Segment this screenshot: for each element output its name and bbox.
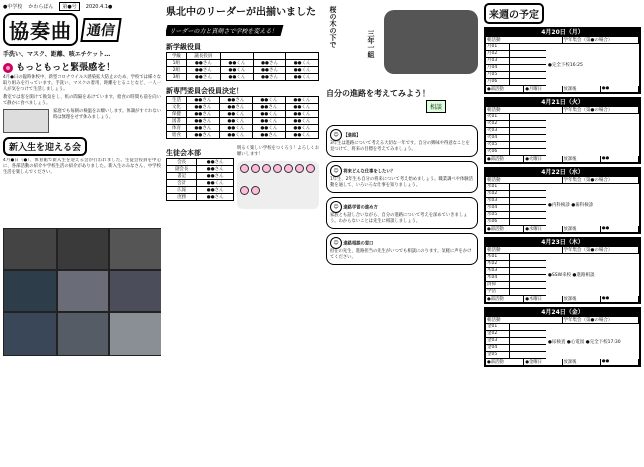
class-name-vertical: 三年一組 [367,30,375,58]
period-label: 火05 [486,142,510,148]
footer-cell: ●部活動 [486,296,524,302]
table-row: 体育 ●●さん ●●くん ●●くん ●●くん [167,125,319,132]
student-face-icon [306,164,315,173]
period-label: 学活 [486,289,510,295]
column-4 [484,0,641,467]
footer-cell: ●● [601,156,639,162]
career-card-2: ☺ 将来どんな仕事をしたい？ 1年生、2年生も自分の将来について考え始めましょう。職業調べや体験活動を通して、いろいろな仕事を知りましょう。 [326,161,478,193]
committee-table [166,96,319,139]
table-row: 保健 ●●さん ●●くん ●●くん ●●くん [167,111,319,118]
period-row [486,58,546,65]
footer-cell: ●木曜日 [524,296,562,302]
face-icon: ☺ [330,201,342,213]
newsletter-subtitle: 通信 [80,18,121,42]
classroom-illustration [3,109,49,133]
student-face-icon [273,164,282,173]
virus-icon [3,63,13,73]
schedule-day-meta [486,177,639,184]
council-note: 明るく楽しい学校をつくろう！よろしくお願いします！ [237,146,319,157]
meta-cell: 朝活動 [486,177,563,183]
meta-cell: 朝活動 [486,317,563,323]
period-row [486,212,546,219]
article-headline: もっともっと緊張感を！ [3,60,161,73]
column-2 [166,0,319,467]
period-label: 金05 [486,352,510,358]
table-row: 書記 ●●さん [167,173,234,180]
issue-number: 第●号 [59,2,79,11]
meta-cell: 学年集会（第●の場合） [563,177,640,183]
table-row: 2組 ●●さん ●●くん ●●さん ●●くん [167,67,319,74]
student-face-icon [240,164,249,173]
period-label: 水01 [486,184,510,190]
period-label: 金02 [486,331,510,337]
period-label: 月01 [486,44,510,50]
period-label: 水04 [486,205,510,211]
meta-cell: 学年集会（第●の場合） [563,317,640,323]
meta-cell: 朝活動 [486,247,563,253]
leaders-ribbon: リーダーの力と真剣さで学校を変える！ [166,25,283,36]
period-label: 月03 [486,58,510,64]
section-title-welcome: 新入生を迎える会 [3,137,87,156]
issue-header [3,2,161,11]
table-row: 図書 ●●さん ●●くん ●●くん ●●くん [167,118,319,125]
period-label: 火01 [486,114,510,120]
photo-screen [109,312,161,356]
day-note: ●SSW来校 ●進路相談 [548,273,595,278]
period-label: 水06 [486,219,510,225]
photo-caption-vertical: 桜の木の下で [329,6,337,48]
student-face-icon [284,164,293,173]
column-1 [3,0,161,467]
period-label: 木03 [486,268,510,274]
council-table [166,158,234,201]
schedule-day-footer [486,296,639,302]
period-row [486,338,546,345]
period-label: 水05 [486,212,510,218]
footer-cell: ●● [601,359,639,365]
face-icon: ☺ [330,237,342,249]
meta-cell: 朝活動 [486,37,563,43]
period-label: 月05 [486,72,510,78]
period-label: 火04 [486,135,510,141]
column-3 [326,0,478,467]
career-card-4: ☺ 進路相談の窓口 担任の先生、進路担当の先生がいつでも相談にのります。気軽に声をかけてください。 [326,233,478,265]
period-row [486,205,546,212]
period-row [486,268,546,275]
period-label: 火06 [486,149,510,155]
period-label: 月04 [486,65,510,71]
footer-cell: ●火曜日 [524,156,562,162]
period-row [486,184,546,191]
photo-stage [3,228,57,270]
period-label: 火02 [486,121,510,127]
footer-cell: ●● [601,296,639,302]
council-row [166,144,319,209]
table-row: 広報 ●●さん [167,187,234,194]
footer-cell: ●水曜日 [524,226,562,232]
meta-cell: 学年集会（第●の場合） [563,37,640,43]
period-row [486,128,546,135]
period-row [486,135,546,142]
council-group-illustration [237,161,319,209]
footer-cell: ●部活動 [486,359,524,365]
table-row: 文化 ●●さん ●●さん ●●さん ●●くん [167,104,319,111]
committee-title: 新専門委員会役員決定！ [166,87,243,95]
schedule-day-date: 4月24日（金） [486,309,639,317]
table-row: 生活 ●●さん ●●さん ●●くん ●●くん [167,97,319,104]
period-label: 清掃 [486,282,510,288]
photo-performance [3,270,57,312]
student-face-icon [251,164,260,173]
face-icon: ☺ [330,165,342,177]
meta-cell: 学年集会（第●の場合） [563,247,640,253]
table-header: 学級 [167,53,187,60]
career-card-1: ☺ 【進路】 3年生は進路について考える大切な一年です。自分の興味や得意なことを見つけて、将来の目標を考えてみましょう。 [326,125,478,157]
class-photo-block [326,0,478,82]
period-row [486,254,546,261]
masthead [3,13,161,46]
class-officers-table [166,52,319,81]
period-label: 木01 [486,254,510,260]
period-row [486,114,546,121]
day-note: ●完全下校16:25 [548,63,583,68]
table-row: 3組 ●●さん ●●くん ●●さん ●●くん [167,74,319,81]
period-list [486,114,546,156]
footer-cell: ●金曜日 [524,359,562,365]
footer-cell: ●● [601,86,639,92]
student-face-icon [251,186,260,195]
photo-hall [57,312,109,356]
period-row [486,51,546,58]
meta-cell: 学年集会（第●の場合） [563,107,640,113]
class-officers-title: 新学級役員 [166,43,201,51]
newsletter-title: 協奏曲 [3,13,78,46]
period-label: 金04 [486,345,510,351]
career-card-3: ☺ 進路学習の進め方 家族とも話し合いながら、自分の進路について考えを深めていきましょう。わからないことは先生に相談しましょう。 [326,197,478,229]
table-row: 会長 ●●さん [167,159,234,166]
schedule-title: 来週の予定 [484,3,544,24]
hygiene-banner: 手洗い、マスク、距離、咳エチケット… [3,51,111,58]
schedule-day [484,167,641,234]
photo-students [3,312,57,356]
schedule-day-footer [486,359,639,365]
schedule-day-footer [486,156,639,162]
period-label: 木04 [486,275,510,281]
leaders-header: 県北中のリーダーが出揃いました [166,7,316,18]
article-paragraph-1: 4月●日の臨時休校中、新型コロナウイルス感染拡大防止のため、学校では様々な取り組みを行っています。手洗い、マスクの着用、距離をとることなど、一人一人が気をつけて生活しましょう。 [3,75,161,92]
period-row [486,282,546,289]
footer-cell: 放課後 [563,359,601,365]
period-row [486,149,546,156]
period-label: 水03 [486,198,510,204]
schedule-day-meta [486,247,639,254]
table-row: 1組 ●●さん ●●くん ●●さん ●●くん [167,60,319,67]
period-row [486,261,546,268]
period-row [486,352,546,359]
period-list [486,184,546,226]
pen-name: かわらばん [28,4,54,10]
period-row [486,324,546,331]
period-list [486,254,546,296]
schedule-day [484,97,641,164]
table-row: 副会長 ●●さん [167,166,234,173]
footer-cell: ●月曜日 [524,86,562,92]
schedule-day-footer [486,86,639,92]
schedule-header [484,3,641,24]
period-row [486,72,546,79]
period-row [486,275,546,282]
consult-badge: 相談 [426,100,446,113]
period-row [486,191,546,198]
schedule-day [484,237,641,304]
period-row [486,345,546,352]
article-paragraph-2: 教室では窓を開けて換気をし、机の間隔をあけています。給食の時間も前を向いて静かに食べましょう。 [3,95,161,106]
photo-dance [57,270,109,312]
meta-cell: 朝活動 [486,107,563,113]
table-header: 議長役員 [186,53,220,60]
career-section-title: 自分の進路を考えてみよう！ [326,89,430,98]
period-row [486,79,546,86]
period-label: 火03 [486,128,510,134]
schedule-day-date: 4月22日（水） [486,169,639,177]
period-row [486,331,546,338]
schedule-day-meta [486,107,639,114]
table-row: 会計 ●●くん [167,180,234,187]
article-paragraph-3: 家庭でも毎朝の検温をお願いします。体調がすぐれない時は無理をせず休みましょう。 [53,109,161,120]
period-label: 水02 [486,191,510,197]
welcome-paragraph: 4月●日（●）、体育館で新入生を迎える会が行われました。生徒会役員を中心に、各部活動の紹介や学校生活の紹介がありました。新入生のみなさん、中学校生活を楽しんでください。 [3,158,161,175]
student-face-icon [262,164,271,173]
table-row: 庶務 ●●さん [167,194,234,201]
schedule-day-meta [486,317,639,324]
day-note: ●内科検診 ●歯科検診 [548,203,594,208]
period-row [486,121,546,128]
photo-speakers [57,228,109,270]
council-title: 生徒会本部 [166,149,201,157]
schedule-day [484,307,641,367]
footer-cell: 放課後 [563,86,601,92]
schedule-day-footer [486,226,639,232]
student-face-icon [295,164,304,173]
period-row [486,65,546,72]
photo-grid [3,228,161,356]
footer-cell: 放課後 [563,296,601,302]
issue-date: 2020.4.1● [85,3,113,10]
day-note [546,114,639,156]
schedule-day-date: 4月23日（木） [486,239,639,247]
schedule-day-meta [486,37,639,44]
table-row: 給食 ●●さん ●●くん ●●さん ●●くん [167,132,319,139]
footer-cell: 放課後 [563,226,601,232]
class-photo [384,10,478,74]
period-label: 金01 [486,324,510,330]
footer-cell: 放課後 [563,156,601,162]
footer-cell: ●部活動 [486,156,524,162]
period-row [486,219,546,226]
photo-club [109,270,161,312]
period-row [486,198,546,205]
period-row [486,142,546,149]
table-row [167,53,319,60]
period-list [486,324,546,359]
day-note: ●尿検査 ●心電図 ●完全下校17:30 [548,339,621,345]
period-label: 木02 [486,261,510,267]
period-row [486,289,546,296]
footer-cell: ●部活動 [486,86,524,92]
schedule-day-date: 4月21日（火） [486,99,639,107]
period-row [486,44,546,51]
school-name: ●中学校 [3,4,23,10]
period-list [486,44,546,86]
student-face-icon [240,186,249,195]
photo-gym [109,228,161,270]
period-label: 金03 [486,338,510,344]
schedule-days [484,27,641,367]
period-label: 月06 [486,79,510,85]
footer-cell: ●● [601,226,639,232]
footer-cell: ●部活動 [486,226,524,232]
illustration-row [3,109,161,133]
schedule-day [484,27,641,94]
schedule-day-date: 4月20日（月） [486,29,639,37]
period-label: 月02 [486,51,510,57]
face-icon: ☺ [330,129,342,141]
